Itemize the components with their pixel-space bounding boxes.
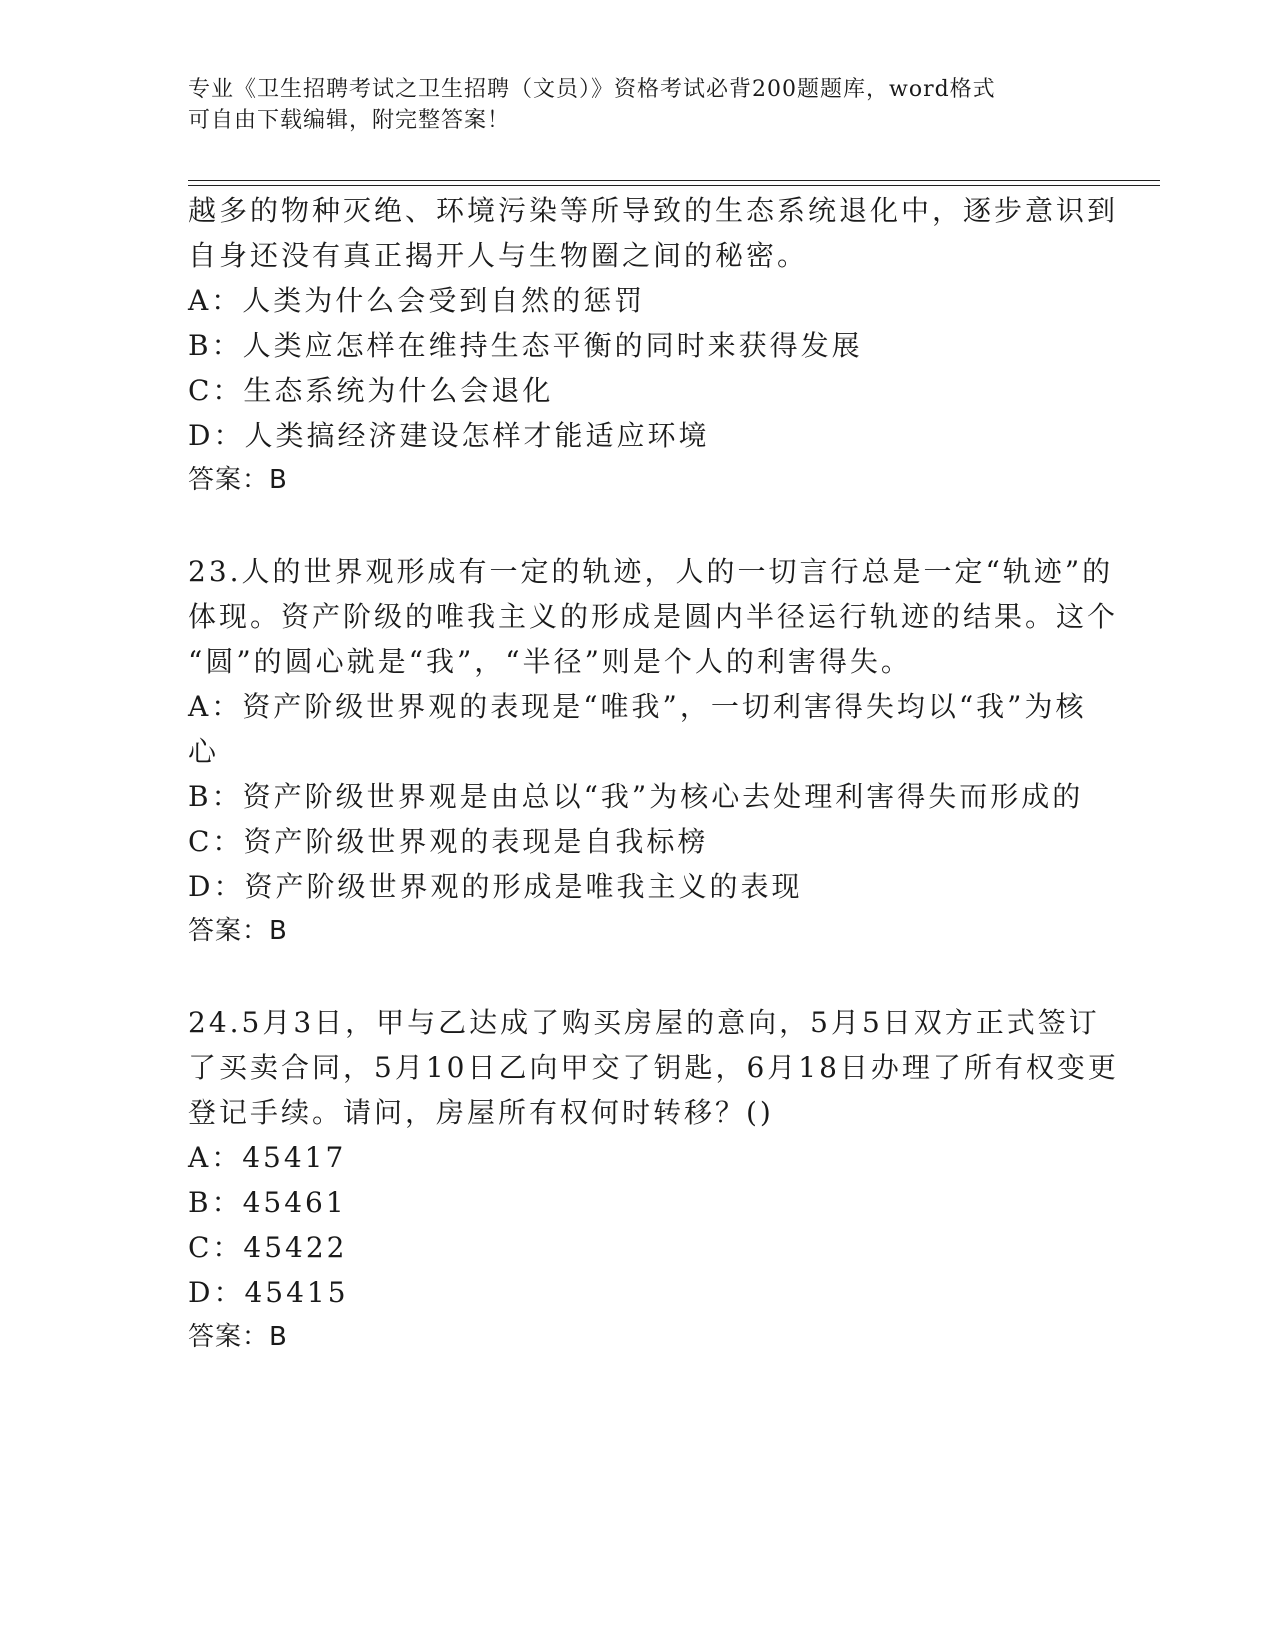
header-line-1: 专业《卫生招聘考试之卫生招聘（文员）》资格考试必背200题题库，word格式 (188, 77, 996, 102)
option-b: B：资产阶级世界观是由总以“我”为核心去处理利害得失而形成的 (188, 780, 1084, 813)
option-a: A：45417 (188, 1141, 347, 1174)
option-d: D：人类搞经济建设怎样才能适应环境 (188, 419, 710, 452)
answer-line: 答案：B (188, 916, 288, 946)
question-24 (188, 1000, 1119, 1360)
option-b: B：45461 (188, 1186, 347, 1219)
question-stem-line: 24.5月3日，甲与乙达成了购买房屋的意向，5月5日双方正式签订 (188, 1006, 1100, 1039)
question-stem-line: 体现。资产阶级的唯我主义的形成是圆内半径运行轨迹的结果。这个 (188, 600, 1119, 633)
document-header (188, 74, 1068, 136)
option-c: C：资产阶级世界观的表现是自我标榜 (188, 825, 709, 858)
question-stem-line: 登记手续。请问，房屋所有权何时转移？() (188, 1096, 774, 1129)
answer-line: 答案：B (188, 1322, 288, 1352)
question-stem-line: “圆”的圆心就是“我”，“半径”则是个人的利害得失。 (188, 645, 912, 678)
question-stem-line: 了买卖合同，5月10日乙向甲交了钥匙，6月18日办理了所有权变更 (188, 1051, 1119, 1084)
question-stem-line: 23.人的世界观形成有一定的轨迹，人的一切言行总是一定“轨迹”的 (188, 555, 1114, 588)
option-d: D：资产阶级世界观的形成是唯我主义的表现 (188, 870, 803, 903)
question-stem-line: 自身还没有真正揭开人与生物圈之间的秘密。 (188, 239, 809, 272)
header-rule-top (188, 180, 1160, 181)
option-a: A：人类为什么会受到自然的惩罚 (188, 284, 646, 317)
question-23 (188, 549, 1119, 954)
question-22 (188, 188, 1119, 503)
header-line-2: 可自由下载编辑，附完整答案！ (188, 108, 511, 133)
option-a-continued: 心 (188, 735, 220, 768)
answer-line: 答案：B (188, 465, 288, 495)
header-rule-bottom (188, 185, 1160, 186)
option-a: A：资产阶级世界观的表现是“唯我”，一切利害得失均以“我”为核 (188, 690, 1087, 723)
option-c: C：45422 (188, 1231, 348, 1264)
question-gap (188, 954, 1088, 1000)
option-d: D：45415 (188, 1276, 349, 1309)
option-b: B：人类应怎样在维持生态平衡的同时来获得发展 (188, 329, 863, 362)
question-stem-line: 越多的物种灭绝、环境污染等所导致的生态系统退化中，逐步意识到 (188, 194, 1119, 227)
question-gap (188, 503, 1088, 549)
question-content (188, 188, 1119, 1360)
option-c: C：生态系统为什么会退化 (188, 374, 554, 407)
